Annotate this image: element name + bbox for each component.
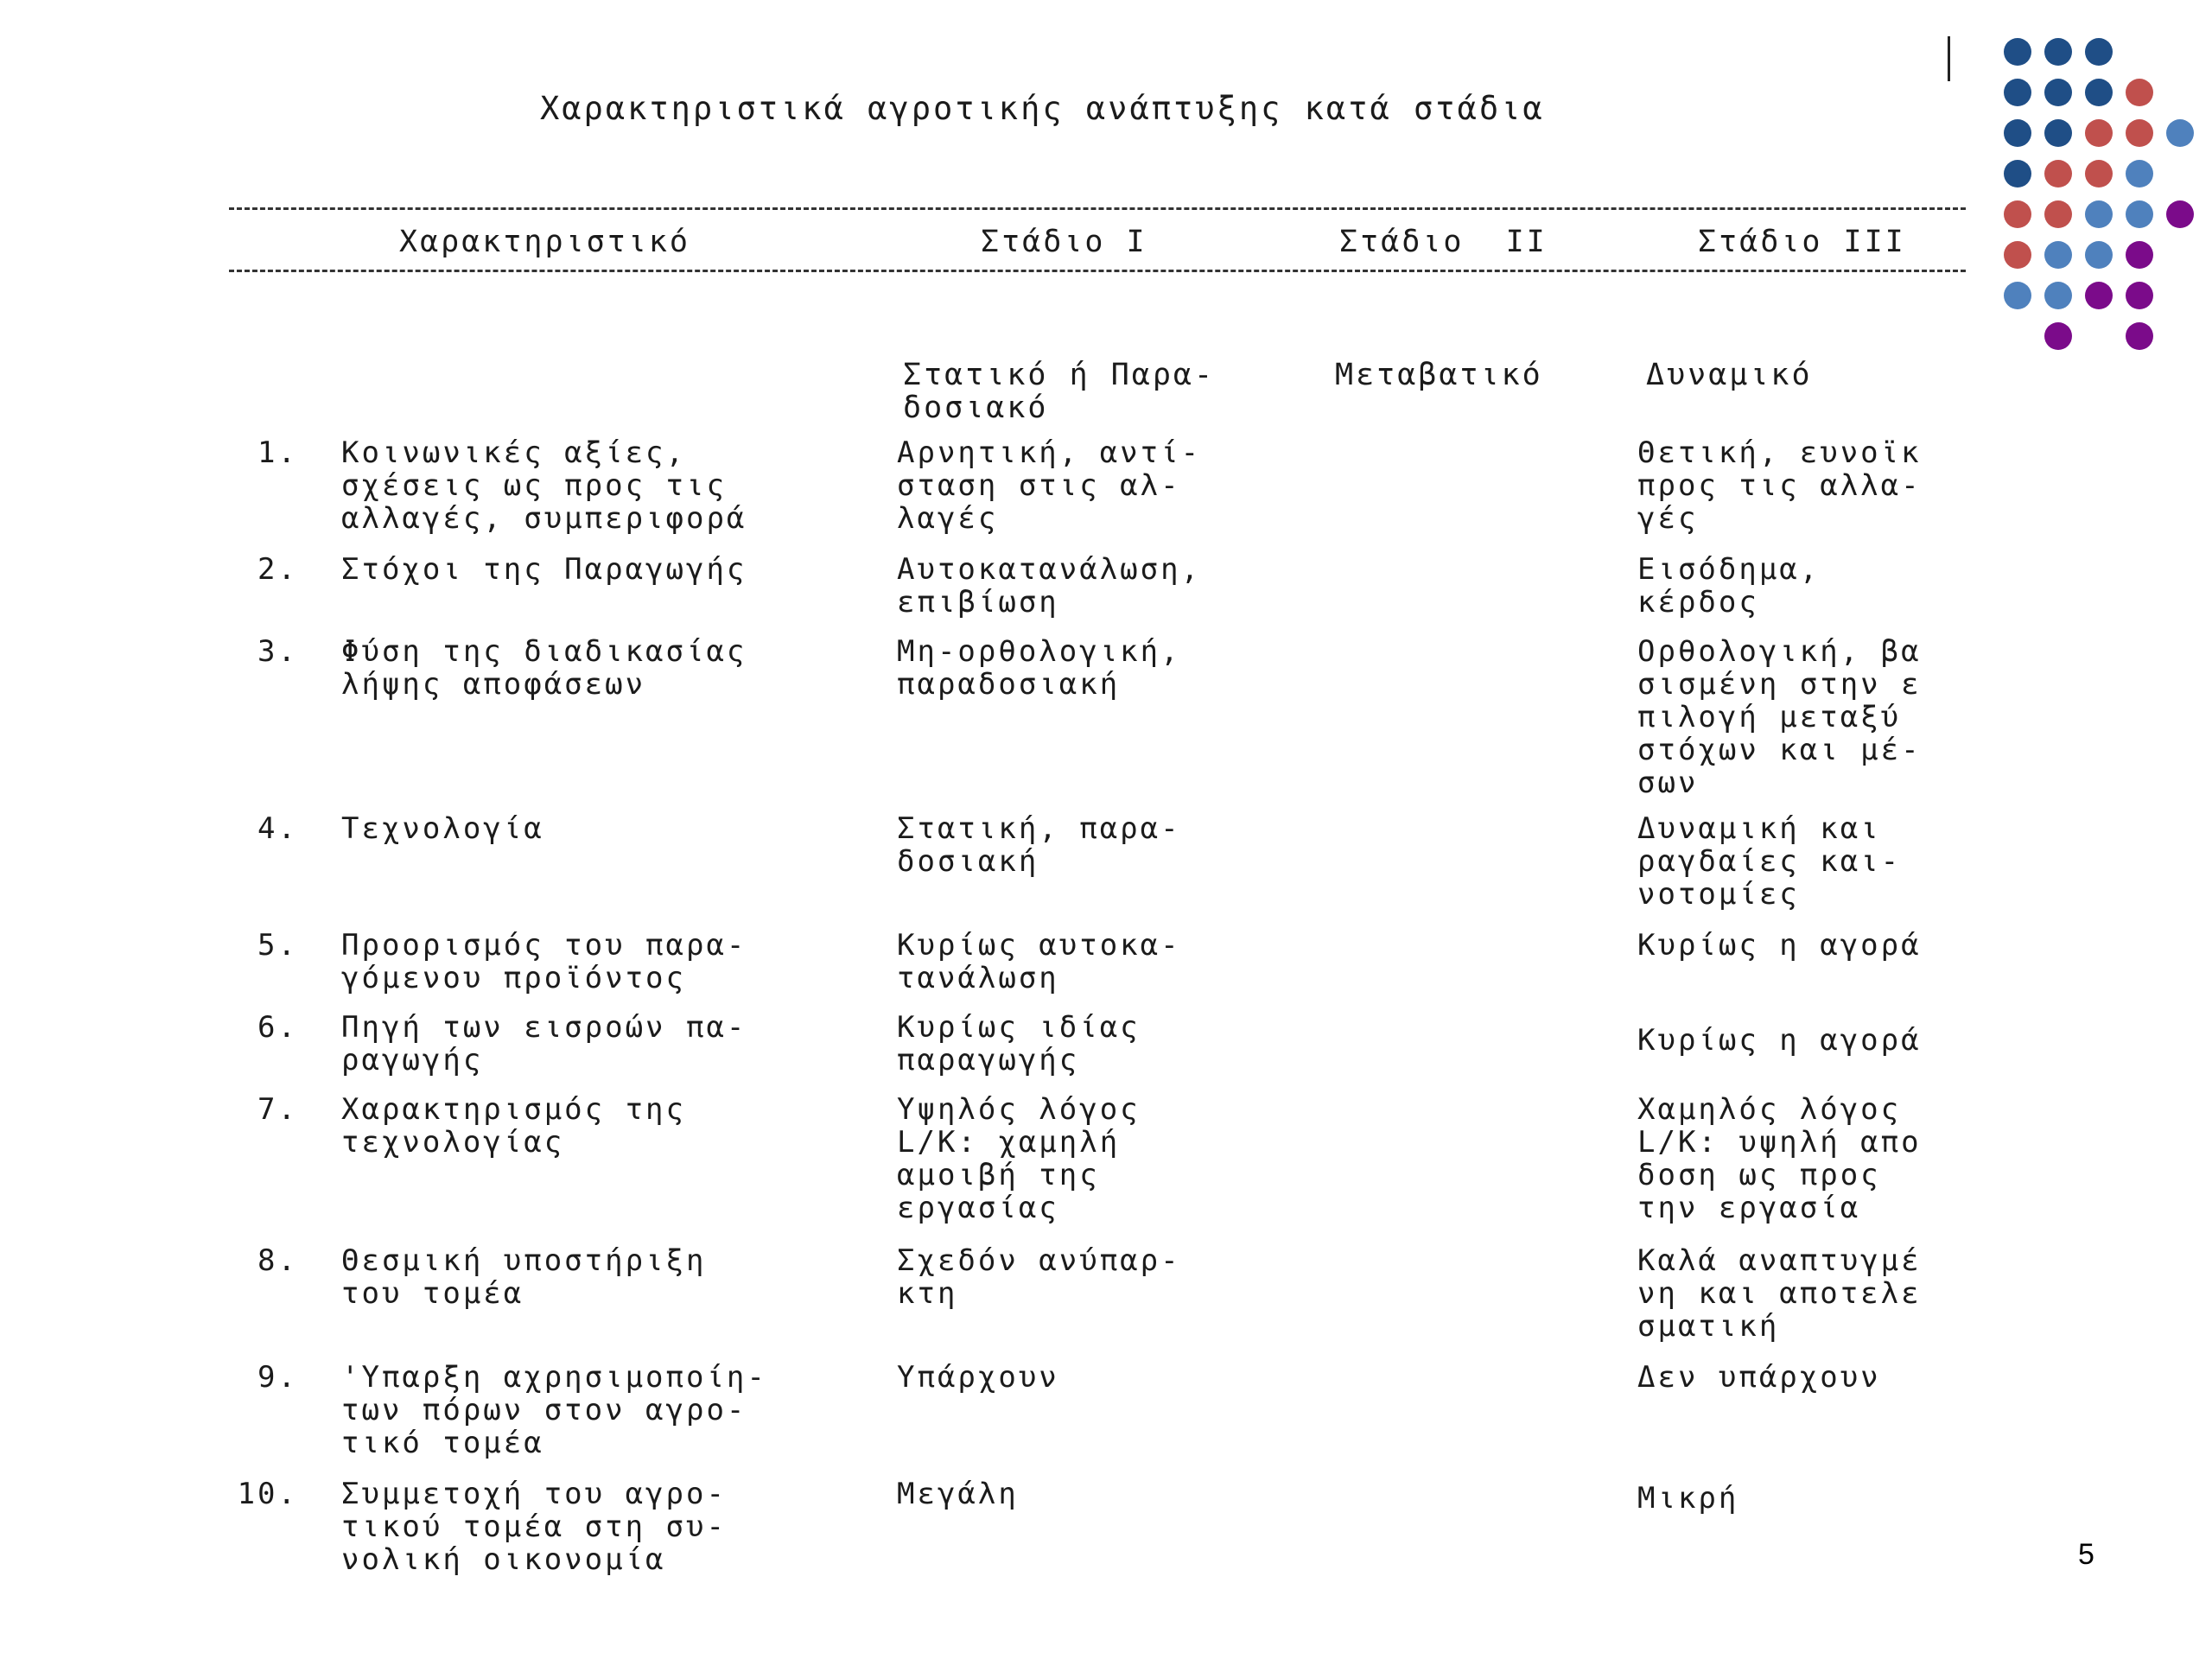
decoration-dot — [2044, 200, 2072, 228]
decoration-dot — [2004, 160, 2031, 188]
row-stage-3: Καλά αναπτυγμέ νη και αποτελε σματική — [1637, 1244, 1922, 1343]
decoration-dot — [2004, 241, 2031, 269]
row-stage-3: Κυρίως η αγορά — [1637, 1024, 1922, 1057]
row-number: 1. — [257, 435, 298, 470]
row-characteristic: Τεχνολογία — [341, 811, 544, 846]
stage-2-name: Μεταβατικό — [1335, 358, 1543, 392]
header-rule-top — [229, 207, 1966, 210]
stage-1-name: Στατικό ή Παρα- δοσιακό — [903, 358, 1216, 425]
row-characteristic: Φύση της διαδικασίας λήψης αποφάσεων — [341, 634, 747, 702]
row-characteristic: 'Υπαρξη αχρησιμοποίη- των πόρων στον αγρο- τικό τομέα — [341, 1360, 767, 1460]
dot-grid-decoration-icon — [0, 0, 2212, 363]
decoration-dot — [2044, 38, 2072, 66]
row-stage-1: Υψηλός λόγος L/K: χαμηλή αμοιβή της εργασίας — [897, 1092, 1141, 1225]
decoration-dot — [2044, 282, 2072, 309]
decoration-dot — [2126, 241, 2153, 269]
row-stage-1: Μη-ορθολογική, παραδοσιακή — [897, 634, 1181, 702]
row-number: 8. — [257, 1243, 298, 1278]
decoration-dot — [2004, 200, 2031, 228]
stage-3-name: Δυναμικό — [1646, 358, 1813, 392]
row-characteristic: Συμμετοχή του αγρο- τικού τομέα στη συ- νολική οικονομία — [341, 1477, 727, 1577]
row-stage-3: Δεν υπάρχουν — [1637, 1361, 1881, 1394]
row-stage-3: Χαμηλός λόγος L/K: υψηλή απο δοση ως προς την εργασία — [1637, 1093, 1922, 1224]
decoration-dot — [2044, 160, 2072, 188]
row-stage-1: Υπάρχουν — [897, 1360, 1059, 1395]
decoration-dot — [2004, 38, 2031, 66]
row-stage-1: Σχεδόν ανύπαρ- κτη — [897, 1243, 1181, 1311]
row-stage-3: Εισόδημα, κέρδος — [1637, 553, 1821, 619]
row-stage-1: Κυρίως ιδίας παραγωγής — [897, 1010, 1141, 1077]
decoration-dot — [2166, 200, 2194, 228]
row-number: 2. — [257, 552, 298, 587]
decoration-dot — [2085, 241, 2113, 269]
column-header-stage-1: Στάδιο I — [981, 225, 1147, 259]
decoration-dot — [2004, 119, 2031, 147]
row-stage-3: Θετική, ευνοϊκ προς τις αλλα- γές — [1637, 436, 1922, 535]
header-rule-bottom — [229, 270, 1966, 272]
row-stage-3: Μικρή — [1637, 1482, 1739, 1515]
decoration-dot — [2044, 322, 2072, 350]
decoration-dot — [2085, 200, 2113, 228]
row-characteristic: Κοινωνικές αξίες, σχέσεις ως προς τις αλλαγές, συμπεριφορά — [341, 435, 747, 536]
decoration-dot — [2126, 200, 2153, 228]
page-number: 5 — [2078, 1538, 2094, 1571]
row-number: 9. — [257, 1360, 298, 1395]
row-characteristic: Προορισμός του παρα- γόμενου προϊόντος — [341, 928, 747, 995]
decoration-dot — [2004, 282, 2031, 309]
table-title: Χαρακτηριστικά αγροτικής ανάπτυξης κατά στάδια — [540, 90, 1545, 127]
decoration-dot — [2166, 119, 2194, 147]
row-stage-1: Κυρίως αυτοκα- τανάλωση — [897, 928, 1181, 995]
row-stage-3: Ορθολογική, βα σισμένη στην ε πιλογή μεταξύ στόχων και μέ- σων — [1637, 635, 1922, 799]
decoration-dot — [2044, 119, 2072, 147]
row-stage-3: Δυναμική και ραγδαίες και- νοτομίες — [1637, 812, 1902, 911]
decoration-dot — [2126, 119, 2153, 147]
decoration-dot — [2044, 241, 2072, 269]
row-number: 3. — [257, 634, 298, 669]
column-header-stage-2: Στάδιο II — [1339, 225, 1548, 259]
row-stage-1: Αυτοκατανάλωση, επιβίωση — [897, 552, 1202, 620]
decoration-dot — [2004, 79, 2031, 106]
decoration-dot — [2085, 119, 2113, 147]
row-stage-1: Αρνητική, αντί- σταση στις αλ- λαγές — [897, 435, 1202, 536]
row-characteristic: Χαρακτηρισμός της τεχνολογίας — [341, 1092, 686, 1160]
row-characteristic: Θεσμική υποστήριξη του τομέα — [341, 1243, 707, 1311]
decoration-dot — [2085, 282, 2113, 309]
decoration-dot — [2085, 38, 2113, 66]
row-characteristic: Πηγή των εισροών πα- ραγωγής — [341, 1010, 747, 1077]
row-number: 10. — [237, 1477, 298, 1511]
decoration-dot — [2044, 79, 2072, 106]
accent-bar — [1948, 36, 1950, 81]
column-header-stage-3: Στάδιο III — [1698, 225, 1906, 259]
row-stage-3: Κυρίως η αγορά — [1637, 929, 1922, 962]
row-number: 6. — [257, 1010, 298, 1045]
row-number: 5. — [257, 928, 298, 963]
decoration-dot — [2126, 160, 2153, 188]
column-header-characteristic: Χαρακτηριστικό — [399, 225, 691, 259]
row-number: 7. — [257, 1092, 298, 1127]
decoration-dot — [2126, 79, 2153, 106]
decoration-dot — [2085, 79, 2113, 106]
decoration-dot — [2126, 322, 2153, 350]
row-characteristic: Στόχοι της Παραγωγής — [341, 552, 747, 587]
decoration-dot — [2126, 282, 2153, 309]
row-number: 4. — [257, 811, 298, 846]
row-stage-1: Στατική, παρα- δοσιακή — [897, 811, 1181, 879]
row-stage-1: Μεγάλη — [897, 1477, 1019, 1511]
decoration-dot — [2085, 160, 2113, 188]
